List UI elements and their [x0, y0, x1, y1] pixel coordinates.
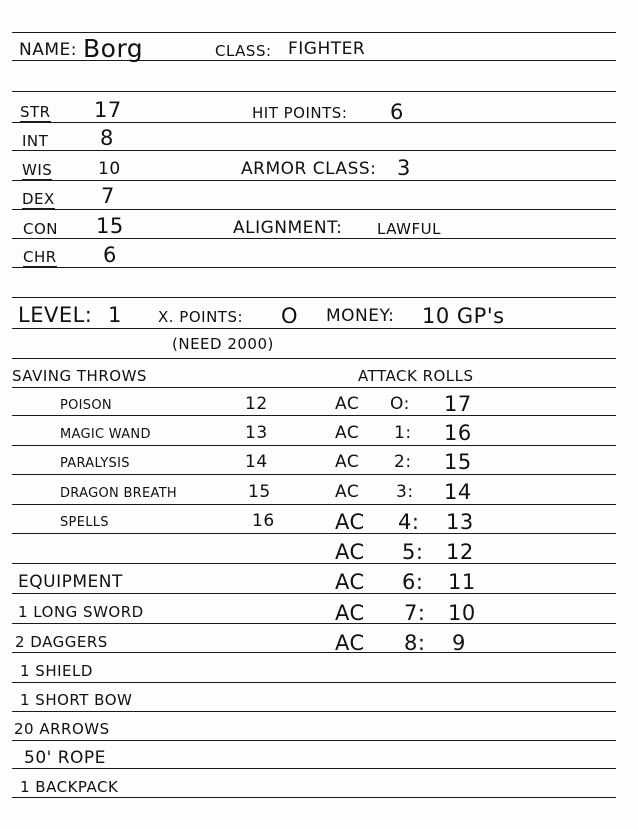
ruled-line — [12, 91, 616, 92]
ability-value-con: 15 — [96, 214, 124, 238]
ruled-line — [12, 533, 616, 534]
equipment-item: 50' ROPE — [24, 748, 106, 768]
ability-value-int: 8 — [100, 126, 114, 150]
money-value: 10 GP's — [422, 304, 505, 328]
name-value: Borg — [83, 34, 144, 63]
hit-points-label: HIT POINTS: — [252, 104, 348, 122]
equipment-item: 1 BACKPACK — [20, 778, 119, 796]
equipment-item: 20 ARROWS — [14, 720, 110, 738]
attack-roll-value: 9 — [452, 631, 466, 655]
attack-roll-value: 14 — [444, 480, 472, 504]
ruled-line — [12, 328, 616, 329]
xp-value: O — [281, 304, 299, 328]
ruled-line — [12, 180, 616, 181]
saving-throw-value-dragon-breath: 15 — [248, 482, 271, 502]
ruled-line — [12, 238, 616, 239]
attack-ac-value: 7: — [404, 601, 426, 625]
attack-ac-label: AC — [335, 631, 365, 655]
armor-class-label: ARMOR CLASS: — [241, 159, 377, 179]
equipment-item: 1 SHIELD — [20, 662, 93, 680]
saving-throw-value-paralysis: 14 — [245, 452, 268, 472]
saving-throw-label-paralysis: PARALYSIS — [60, 456, 130, 471]
attack-roll-value: 15 — [444, 450, 472, 474]
attack-ac-label: AC — [335, 482, 360, 502]
ruled-line — [12, 652, 616, 653]
ruled-line — [12, 415, 616, 416]
ability-label-wis: WIS — [22, 161, 53, 179]
money-label: MONEY: — [326, 306, 395, 326]
ruled-line — [12, 593, 616, 594]
ruled-line — [12, 682, 616, 683]
ruled-line — [12, 445, 616, 446]
attack-roll-value: 13 — [446, 510, 474, 534]
saving-throw-label-magic-wand: MAGIC WAND — [60, 427, 151, 442]
attack-ac-label: AC — [335, 510, 365, 534]
saving-throw-value-poison: 12 — [245, 394, 268, 414]
level-label: LEVEL: — [18, 303, 93, 327]
ruled-line — [12, 209, 616, 210]
ability-label-dex: DEX — [22, 190, 55, 208]
saving-throw-label-poison: POISON — [60, 398, 112, 413]
attack-ac-value: 5: — [402, 540, 424, 564]
ability-label-con: CON — [23, 220, 59, 238]
saving-throw-value-magic-wand: 13 — [245, 423, 268, 443]
attack-roll-value: 12 — [446, 540, 474, 564]
ruled-line — [12, 267, 616, 268]
attack-ac-label: AC — [335, 452, 360, 472]
ruled-line — [12, 32, 616, 33]
name-label: NAME: — [19, 40, 77, 60]
attack-ac-value: O: — [390, 394, 410, 414]
xp-label: X. POINTS: — [158, 308, 244, 326]
ruled-line — [12, 297, 616, 298]
alignment-value: LAWFUL — [377, 220, 441, 238]
ruled-line — [12, 474, 616, 475]
ruled-line — [12, 150, 616, 151]
attack-rolls-title: ATTACK ROLLS — [358, 367, 474, 385]
ruled-line — [12, 623, 616, 624]
attack-ac-label: AC — [335, 540, 365, 564]
attack-ac-label: AC — [335, 601, 365, 625]
attack-ac-label: AC — [335, 423, 360, 443]
ability-value-str: 17 — [94, 98, 122, 122]
attack-ac-value: 4: — [398, 510, 420, 534]
need-note: (NEED 2000) — [172, 335, 274, 353]
saving-throw-label-spells: SPELLS — [60, 515, 109, 530]
level-value: 1 — [108, 303, 122, 327]
ability-value-wis: 10 — [98, 159, 121, 179]
ruled-line — [12, 711, 616, 712]
attack-ac-value: 6: — [402, 570, 424, 594]
saving-throws-title: SAVING THROWS — [12, 367, 147, 385]
equipment-item: 1 SHORT BOW — [20, 691, 133, 709]
attack-ac-value: 8: — [404, 631, 426, 655]
class-value: FIGHTER — [288, 39, 366, 59]
attack-ac-label: AC — [335, 570, 365, 594]
ability-value-dex: 7 — [101, 184, 115, 208]
attack-ac-label: AC — [335, 394, 360, 414]
attack-roll-value: 17 — [444, 392, 472, 416]
ability-label-int: INT — [22, 132, 49, 150]
alignment-label: ALIGNMENT: — [233, 218, 343, 238]
ruled-line — [12, 504, 616, 505]
equipment-title: EQUIPMENT — [18, 572, 123, 592]
ability-value-chr: 6 — [103, 243, 117, 267]
saving-throw-value-spells: 16 — [252, 511, 275, 531]
attack-roll-value: 11 — [448, 570, 476, 594]
ruled-line — [12, 358, 616, 359]
attack-ac-value: 2: — [394, 452, 412, 472]
ruled-line — [12, 740, 616, 741]
armor-class-value: 3 — [397, 156, 411, 180]
hit-points-value: 6 — [390, 100, 404, 124]
ruled-line — [12, 387, 616, 388]
equipment-item: 1 LONG SWORD — [18, 603, 144, 621]
saving-throw-label-dragon-breath: DRAGON BREATH — [60, 486, 178, 501]
ruled-line — [12, 768, 616, 769]
attack-ac-value: 3: — [396, 482, 414, 502]
ability-label-str: STR — [20, 103, 51, 121]
attack-ac-value: 1: — [394, 423, 412, 443]
ability-label-chr: CHR — [23, 248, 57, 266]
ruled-line — [12, 797, 616, 798]
attack-roll-value: 16 — [444, 421, 472, 445]
attack-roll-value: 10 — [448, 601, 476, 625]
equipment-item: 2 DAGGERS — [15, 633, 108, 651]
class-label: CLASS: — [215, 42, 272, 60]
ruled-line — [12, 563, 616, 564]
